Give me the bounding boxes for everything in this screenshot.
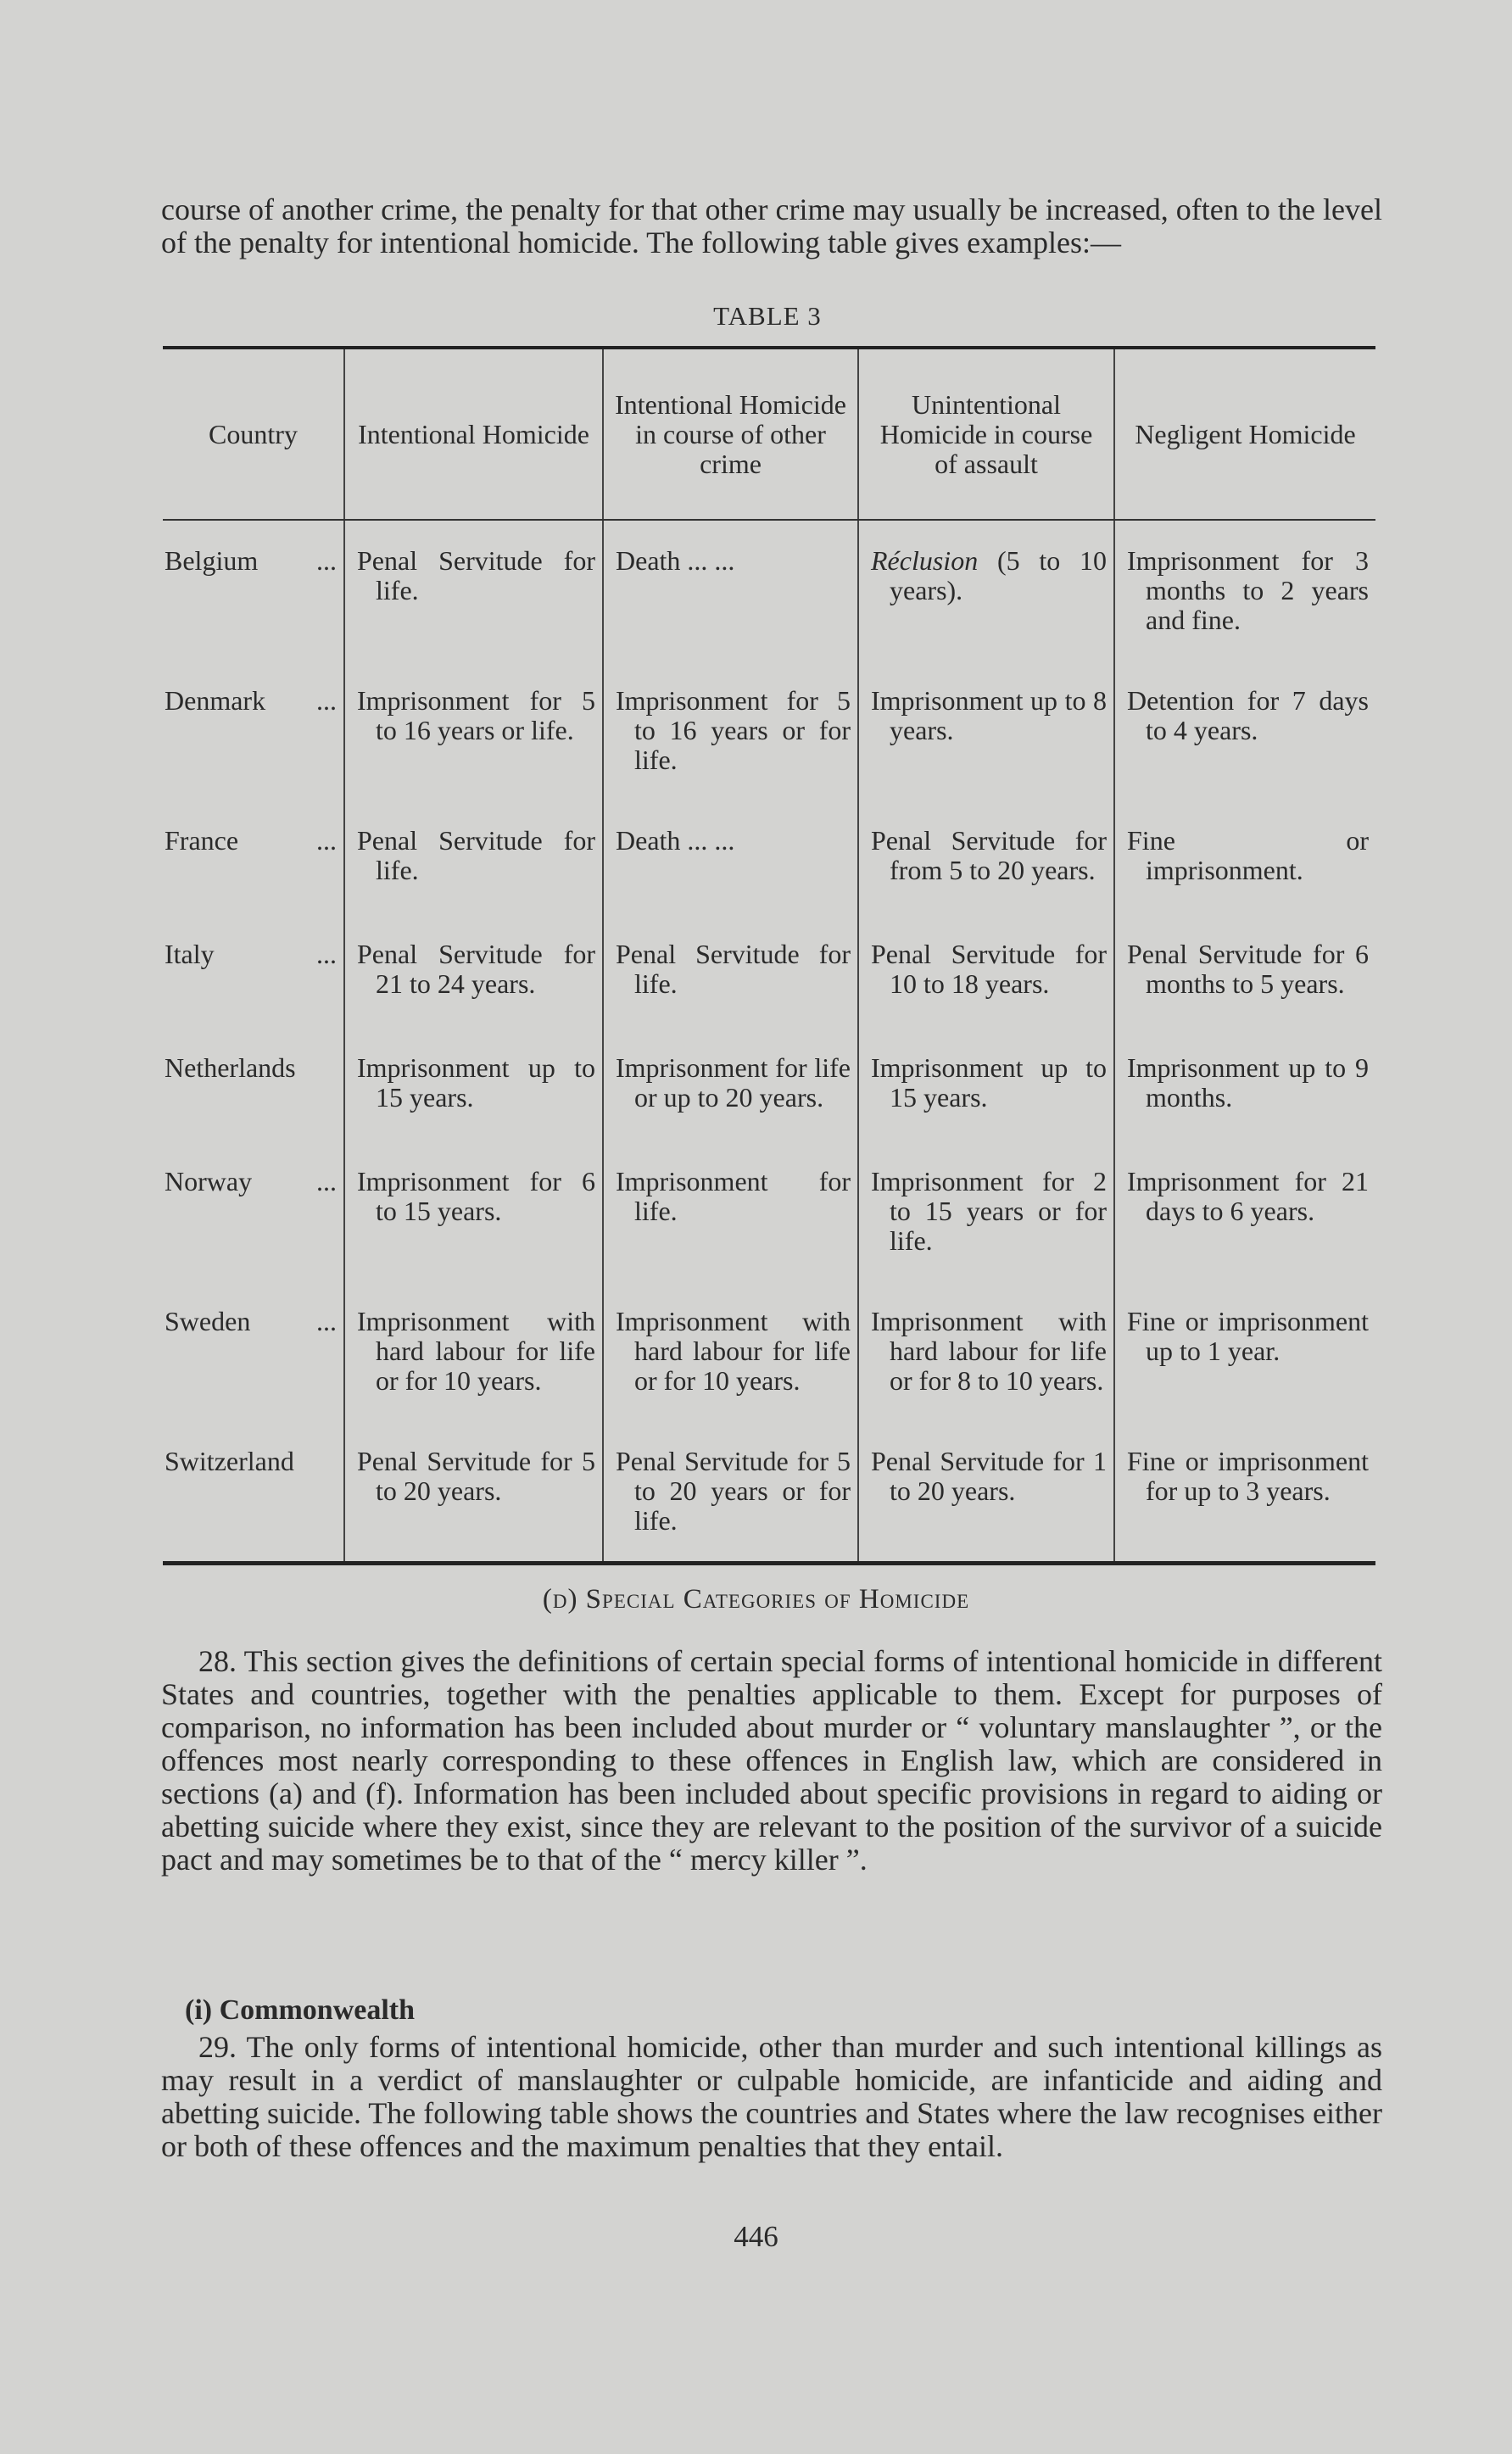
- penalty-text: Penal Servitude for from 5 to 20 years.: [871, 825, 1107, 885]
- penalty-cell: [1114, 800, 1375, 914]
- penalty-cell: [603, 661, 858, 800]
- penalty-text: Imprisonment up to 8 years.: [871, 685, 1107, 745]
- paragraph-29: [161, 2031, 1382, 2163]
- penalty-text: Death ... ...: [616, 545, 735, 576]
- penalty-text: Imprisonment for 5 to 16 years or for life.: [616, 685, 851, 775]
- intro-paragraph: [161, 193, 1382, 259]
- penalty-cell: [603, 914, 858, 1028]
- penalty-cell: [1114, 520, 1375, 661]
- penalty-text: Penal Servitude for 21 to 24 years.: [357, 939, 595, 999]
- table-header-row: [163, 349, 1375, 520]
- penalty-text: Imprisonment for 3 months to 2 years and fine.: [1127, 545, 1369, 635]
- country-cell: [163, 914, 344, 1028]
- country-cell: [163, 520, 344, 661]
- penalty-cell: [344, 1421, 603, 1561]
- penalty-cell: [1114, 1028, 1375, 1141]
- penalty-text: Imprisonment with hard labour for life or for 8 to 10 years.: [871, 1306, 1107, 1396]
- leader-dots: ...: [316, 825, 337, 856]
- penalty-text: Penal Servitude for 6 months to 5 years.: [1127, 939, 1369, 999]
- table-row: [163, 1421, 1375, 1561]
- table-row: [163, 520, 1375, 661]
- country-cell: [163, 1028, 344, 1141]
- paragraph-28-text: 28. This section gives the definitions of certain special forms of intentional homicide in different States and countries, together with the penalties applicable to them. Except for purposes of comparison, no information has been included about murder or “ voluntary manslaughter ”, or the offences most nearly corresponding to these offences in English law, which are considered in sections (a) and (f). Information has been included about specific provisions in regard to aiding or abetting suicide where they exist, since they are relevant to the position of the survivor of a suicide pact and may sometimes be to that of the “ mercy killer ”.: [161, 1644, 1382, 1877]
- penalty-cell: [344, 1141, 603, 1281]
- penalty-text: Penal Servitude for 10 to 18 years.: [871, 939, 1107, 999]
- penalty-cell: [603, 1141, 858, 1281]
- penalty-text: Fine or imprisonment for up to 3 years.: [1127, 1446, 1369, 1506]
- penalty-table: [163, 346, 1375, 1565]
- penalty-cell: [1114, 661, 1375, 800]
- table-title: TABLE 3: [713, 301, 822, 331]
- page-number: 446: [734, 2220, 778, 2253]
- penalty-cell: [344, 661, 603, 800]
- header-unintentional-assault: Unintentional Homicide in course of assault: [858, 349, 1114, 520]
- penalty-cell: [344, 1028, 603, 1141]
- penalty-cell: [1114, 1141, 1375, 1281]
- table-row: [163, 1281, 1375, 1421]
- header-country: Country: [163, 349, 344, 520]
- penalty-text: Penal Servitude for 1 to 20 years.: [871, 1446, 1107, 1506]
- paragraph-29-text: 29. The only forms of intentional homicide, other than murder and such intentional killings as may result in a verdict of manslaughter or culpable homicide, are infanticide and aiding and abetting suicide. The following table shows the countries and States where the law recognises either or both of these offences and the maximum penalties that they entail.: [161, 2030, 1382, 2163]
- country-cell: [163, 800, 344, 914]
- country-cell: [163, 661, 344, 800]
- penalty-cell: [344, 800, 603, 914]
- penalty-cell: [1114, 1421, 1375, 1561]
- penalty-cell: [858, 800, 1114, 914]
- paragraph-28: [161, 1645, 1382, 1877]
- penalty-text: Penal Servitude for life.: [357, 825, 595, 885]
- table-row: [163, 1028, 1375, 1141]
- penalty-cell: [1114, 914, 1375, 1028]
- country-name: Sweden: [165, 1306, 251, 1336]
- penalty-cell: [603, 520, 858, 661]
- leader-dots: ...: [316, 1306, 337, 1336]
- penalty-cell: [858, 1141, 1114, 1281]
- country-name: Switzerland: [165, 1446, 294, 1476]
- penalty-text: Imprisonment with hard labour for life or for 10 years.: [616, 1306, 851, 1396]
- penalty-cell: [603, 800, 858, 914]
- penalty-cell: [344, 520, 603, 661]
- leader-dots: ...: [316, 685, 337, 716]
- country-cell: [163, 1421, 344, 1561]
- country-name: Italy: [165, 939, 215, 969]
- penalty-cell: [858, 1028, 1114, 1141]
- country-name: France: [165, 825, 239, 856]
- penalty-rest: (5 to 10 years).: [890, 545, 1107, 605]
- penalty-text: Imprisonment with hard labour for life or for 10 years.: [357, 1306, 595, 1396]
- penalty-text: Imprisonment up to 9 months.: [1127, 1052, 1369, 1113]
- country-name: Belgium: [165, 545, 259, 576]
- penalty-text: Penal Servitude for life.: [616, 939, 851, 999]
- penalty-text: Imprisonment up to 15 years.: [357, 1052, 595, 1113]
- header-intentional-other-crime: Intentional Homicide in course of other crime: [603, 349, 858, 520]
- penalty-text: Fine or imprisonment up to 1 year.: [1127, 1306, 1369, 1366]
- penalty-cell: [603, 1421, 858, 1561]
- table-row: [163, 800, 1375, 914]
- table-row: [163, 1141, 1375, 1281]
- penalty-text: Penal Servitude for 5 to 20 years or for life.: [616, 1446, 851, 1536]
- penalty-text: Imprisonment up to 15 years.: [871, 1052, 1107, 1113]
- country-name: Denmark: [165, 685, 266, 716]
- penalty-text: [871, 546, 1107, 605]
- penalty-cell: [858, 520, 1114, 661]
- table-row: [163, 661, 1375, 800]
- table-row: [163, 914, 1375, 1028]
- penalty-text: Penal Servitude for 5 to 20 years.: [357, 1446, 595, 1506]
- penalty-cell: [603, 1028, 858, 1141]
- sub-heading: (i) Commonwealth: [185, 1994, 416, 2026]
- country-name: Norway: [165, 1166, 253, 1196]
- leader-dots: ...: [316, 939, 337, 969]
- penalty-text: Detention for 7 days to 4 years.: [1127, 685, 1369, 745]
- penalty-cell: [1114, 1281, 1375, 1421]
- country-cell: [163, 1141, 344, 1281]
- penalty-text: Penal Servitude for life.: [357, 545, 595, 605]
- penalty-cell: [858, 914, 1114, 1028]
- penalty-text: Imprisonment for 21 days to 6 years.: [1127, 1166, 1369, 1226]
- penalty-cell: [858, 661, 1114, 800]
- header-negligent: Negligent Homicide: [1114, 349, 1375, 520]
- italic-term: Réclusion: [871, 545, 979, 576]
- header-intentional: Intentional Homicide: [344, 349, 603, 520]
- penalty-text: Imprisonment for 2 to 15 years or for life.: [871, 1166, 1107, 1256]
- penalty-text: Imprisonment for life or up to 20 years.: [616, 1052, 851, 1113]
- intro-text: course of another crime, the penalty for that other crime may usually be increased, often to the level of the penalty for intentional homicide. The following table gives examples:—: [161, 192, 1382, 259]
- country-name: Netherlands: [165, 1052, 296, 1083]
- penalty-text: Death ... ...: [616, 825, 735, 856]
- penalty-cell: [344, 914, 603, 1028]
- penalty-cell: [858, 1421, 1114, 1561]
- penalty-text: Imprisonment for 5 to 16 years or life.: [357, 685, 595, 745]
- penalty-text: Imprisonment for life.: [616, 1166, 851, 1226]
- penalty-cell: [603, 1281, 858, 1421]
- leader-dots: ...: [316, 1166, 337, 1196]
- section-heading: (d) Special Categories of Homicide: [542, 1584, 970, 1615]
- leader-dots: ...: [316, 545, 337, 576]
- penalty-cell: [858, 1281, 1114, 1421]
- penalty-text: Imprisonment for 6 to 15 years.: [357, 1166, 595, 1226]
- penalty-text: Fine or imprisonment.: [1127, 825, 1369, 885]
- penalty-cell: [344, 1281, 603, 1421]
- country-cell: [163, 1281, 344, 1421]
